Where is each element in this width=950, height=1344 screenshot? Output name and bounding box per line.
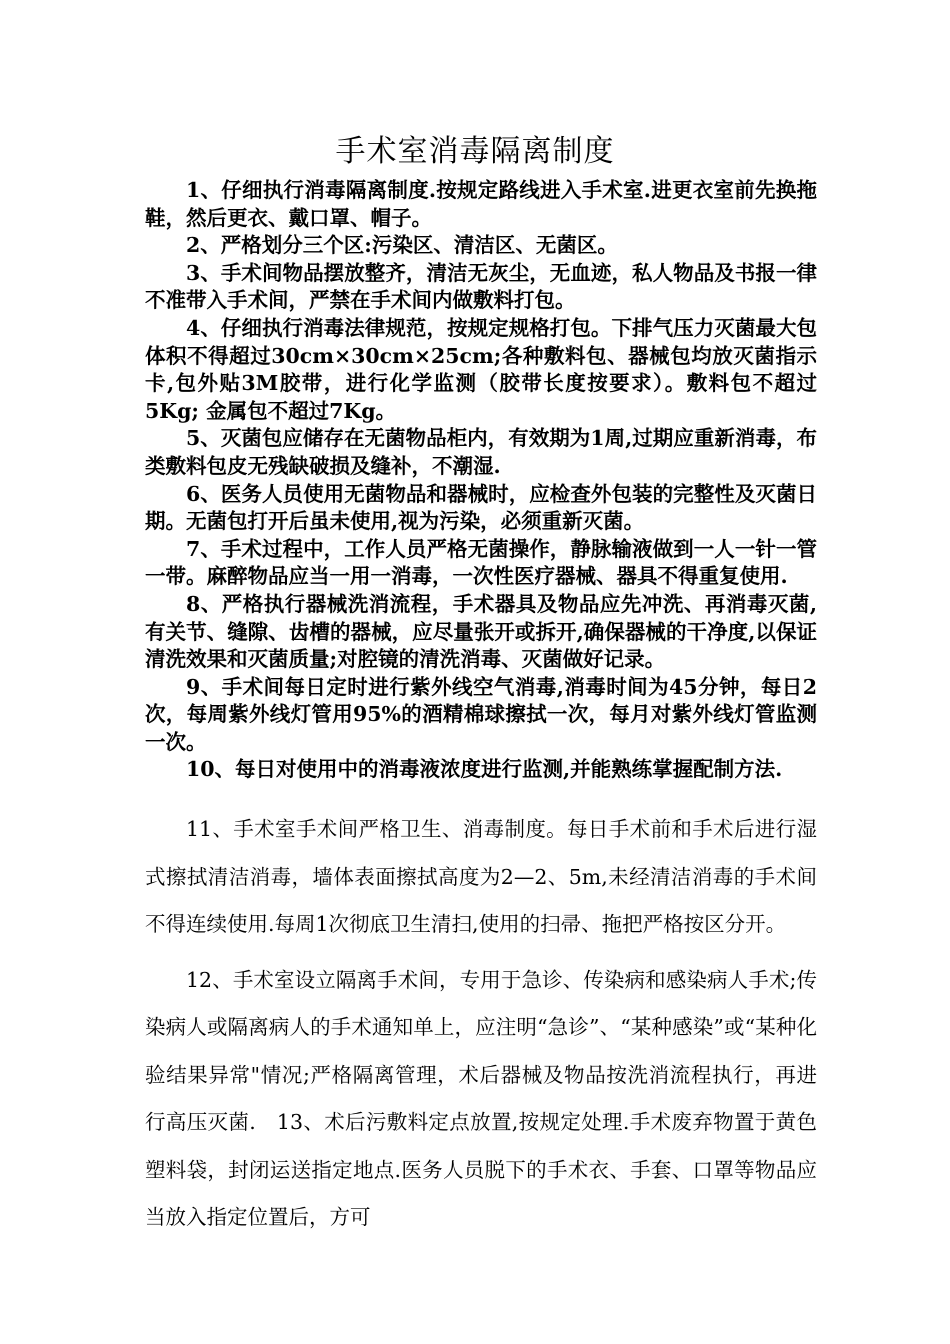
regulation-item-11: 11、手术室手术间严格卫生、消毒制度。每日手术前和手术后进行湿式擦拭清洁消毒，墙体表面擦拭高度为2—2、5m,未经清洁消毒的手术间不得连续使用.每周1次彻底卫生清扫,使用的扫帚、拖把严格按区分开。	[145, 817, 817, 936]
regulation-item-7: 7、手术过程中，工作人员严格无菌操作，静脉输液做到一人一针一管一带。麻醉物品应当一用一消毒，一次性医疗器械、器具不得重复使用.	[145, 536, 817, 589]
regulation-item-12-13: 12、手术室设立隔离手术间，专用于急诊、传染病和感染病人手术;传染病人或隔离病人的手术通知单上，应注明“急诊”、“某种感染”或“某种化验结果异常"情况;严格隔离管理，术后器械及物品按洗消流程执行，再进行高压灭菌. 13、术后污敷料定点放置,按规定处理.手术废弃物置于黄色塑料袋，封闭运送指定地点.医务人员脱下的手术衣、手套、口罩等物品应当放入指定位置后，方可	[145, 967, 817, 1229]
regulation-item-2: 2、严格划分三个区:污染区、清洁区、无菌区。	[186, 233, 618, 258]
regulation-item-10: 10、每日对使用中的消毒液浓度进行监测,并能熟练掌握配制方法.	[186, 757, 783, 782]
regulation-item-3: 3、手术间物品摆放整齐，清洁无灰尘，无血迹，私人物品及书报一律不准带入手术间，严禁在手术间内做敷料打包。	[145, 260, 817, 313]
regulation-item-1: 1、仔细执行消毒隔离制度.按规定路线进入手术室.进更衣室前先换拖鞋，然后更衣、戴口罩、帽子。	[145, 178, 817, 230]
regulation-list-dense	[145, 177, 817, 784]
regulation-item-6: 6、医务人员使用无菌物品和器械时，应检查外包装的完整性及灭菌日期。无菌包打开后虽未使用,视为污染，必须重新灭菌。	[145, 481, 817, 534]
document-title: 手术室消毒隔离制度	[335, 134, 615, 169]
regulation-list-loose	[145, 806, 817, 1242]
regulation-item-9: 9、手术间每日定时进行紫外线空气消毒,消毒时间为45分钟，每日2次，每周紫外线灯管用95%的酒精棉球擦拭一次，每月对紫外线灯管监测一次。	[145, 674, 817, 754]
regulation-item-5: 5、灭菌包应储存在无菌物品柜内，有效期为1周,过期应重新消毒，布类敷料包皮无残缺破损及缝补，不潮湿.	[145, 426, 817, 478]
regulation-item-4: 4、仔细执行消毒法律规范，按规定规格打包。下排气压力灭菌最大包体积不得超过30cm×30cm×25cm;各种敷料包、器械包均放灭菌指示卡,包外贴3M胶带，进行化学监测（胶带长度按要求）。敷料包不超过5Kg; 金属包不超过7Kg。	[145, 315, 817, 423]
regulation-item-8: 8、严格执行器械洗消流程，手术器具及物品应先冲洗、再消毒灭菌,有关节、缝隙、齿槽的器械，应尽量张开或拆开,确保器械的干净度,以保证清洗效果和灭菌质量;对腔镜的清洗消毒、灭菌做好记录。	[145, 591, 817, 672]
